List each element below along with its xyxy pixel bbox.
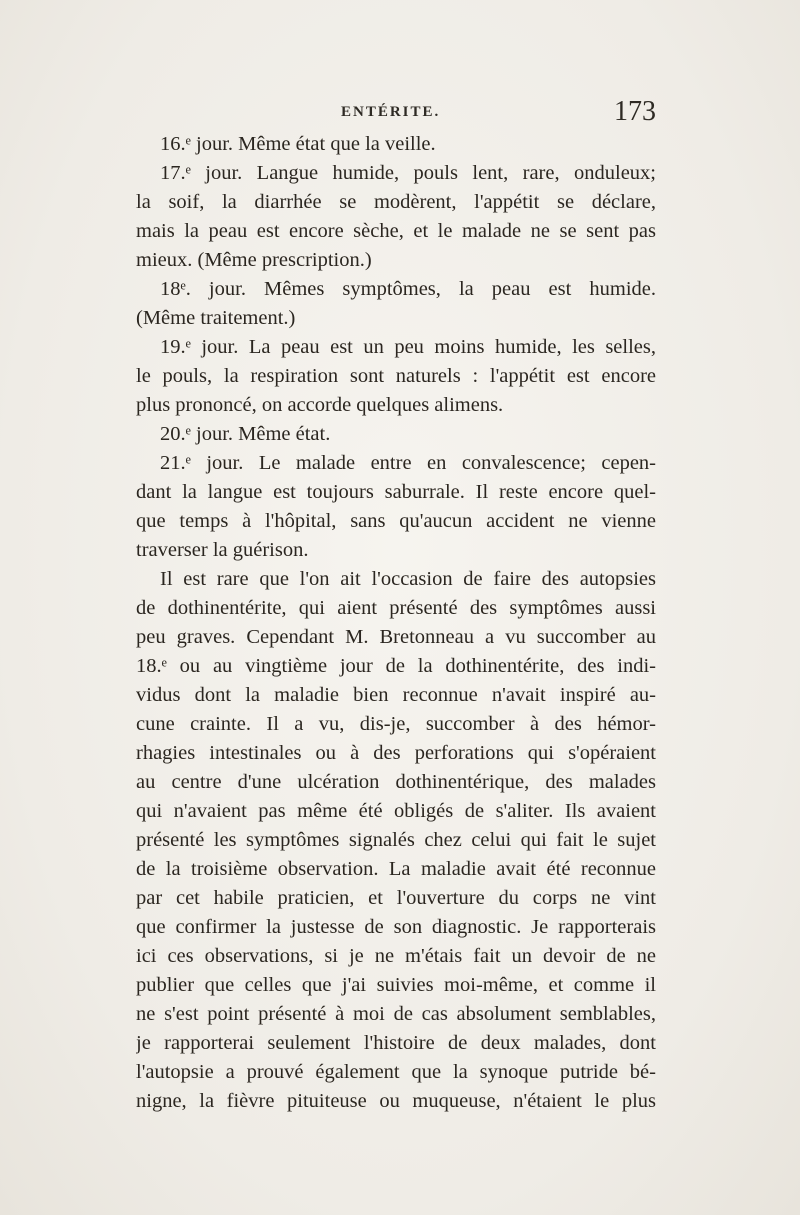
text-line: par cet habile praticien, et l'ouverture du corps ne vint (136, 887, 656, 909)
text-line: ici ces observations, si je ne m'étais fait un devoir de ne (136, 945, 656, 967)
text-line: rhagies intestinales ou à des perforations qui s'opéraient (136, 742, 656, 764)
body-text (136, 130, 656, 1116)
text-line: que confirmer la justesse de son diagnostic. Je rapporterais (136, 916, 656, 938)
text-line: mieux. (Même prescription.) (136, 249, 372, 271)
text-line: Il est rare que l'on ait l'occasion de faire des autopsies (160, 568, 656, 590)
text-line: publier que celles que j'ai suivies moi-même, et comme il (136, 974, 656, 996)
text-line: nigne, la fièvre pituiteuse ou muqueuse, n'étaient le plus (136, 1090, 656, 1112)
text-line: que temps à l'hôpital, sans qu'aucun accident ne vienne (136, 510, 656, 532)
text-line: de la troisième observation. La maladie avait été reconnue (136, 858, 656, 880)
text-line: cune crainte. Il a vu, dis-je, succomber à des hémor- (136, 713, 656, 735)
text-line: de dothinentérite, qui aient présenté des symptômes aussi (136, 597, 656, 619)
text-line: qui n'avaient pas même été obligés de s'aliter. Ils avaient (136, 800, 656, 822)
text-line: mais la peau est encore sèche, et le malade ne se sent pas (136, 220, 656, 242)
text-line: 18ᵉ. jour. Mêmes symptômes, la peau est humide. (160, 278, 656, 300)
text-line: 19.ᵉ jour. La peau est un peu moins humide, les selles, (160, 336, 656, 358)
text-line: traverser la guérison. (136, 539, 309, 561)
text-line: ne s'est point présenté à moi de cas absolument semblables, (136, 1003, 656, 1025)
text-line: 18.ᵉ ou au vingtième jour de la dothinentérite, des indi- (136, 655, 656, 677)
text-line: peu graves. Cependant M. Bretonneau a vu succomber au (136, 626, 656, 648)
running-title: ENTÉRITE. (341, 104, 441, 120)
text-line: présenté les symptômes signalés chez celui qui fait le sujet (136, 829, 656, 851)
text-line: 17.ᵉ jour. Langue humide, pouls lent, rare, onduleux; (160, 162, 656, 184)
text-line: l'autopsie a prouvé également que la synoque putride bé- (136, 1061, 656, 1083)
text-line: plus prononcé, on accorde quelques alimens. (136, 394, 504, 416)
text-line: dant la langue est toujours saburrale. Il reste encore quel- (136, 481, 656, 503)
text-line: 21.ᵉ jour. Le malade entre en convalescence; cepen- (160, 452, 656, 474)
page-header (138, 96, 656, 132)
text-line: au centre d'une ulcération dothinentérique, des malades (136, 771, 656, 793)
text-line: je rapporterai seulement l'histoire de deux malades, dont (136, 1032, 656, 1054)
text-line: la soif, la diarrhée se modèrent, l'appétit se déclare, (136, 191, 656, 213)
text-line: 16.ᵉ jour. Même état que la veille. (160, 133, 436, 155)
text-line: vidus dont la maladie bien reconnue n'avait inspiré au- (136, 684, 656, 706)
text-line: le pouls, la respiration sont naturels : l'appétit est encore (136, 365, 656, 387)
text-line: (Même traitement.) (136, 307, 296, 329)
text-line: 20.ᵉ jour. Même état. (160, 423, 331, 445)
page-number: 173 (614, 96, 656, 127)
